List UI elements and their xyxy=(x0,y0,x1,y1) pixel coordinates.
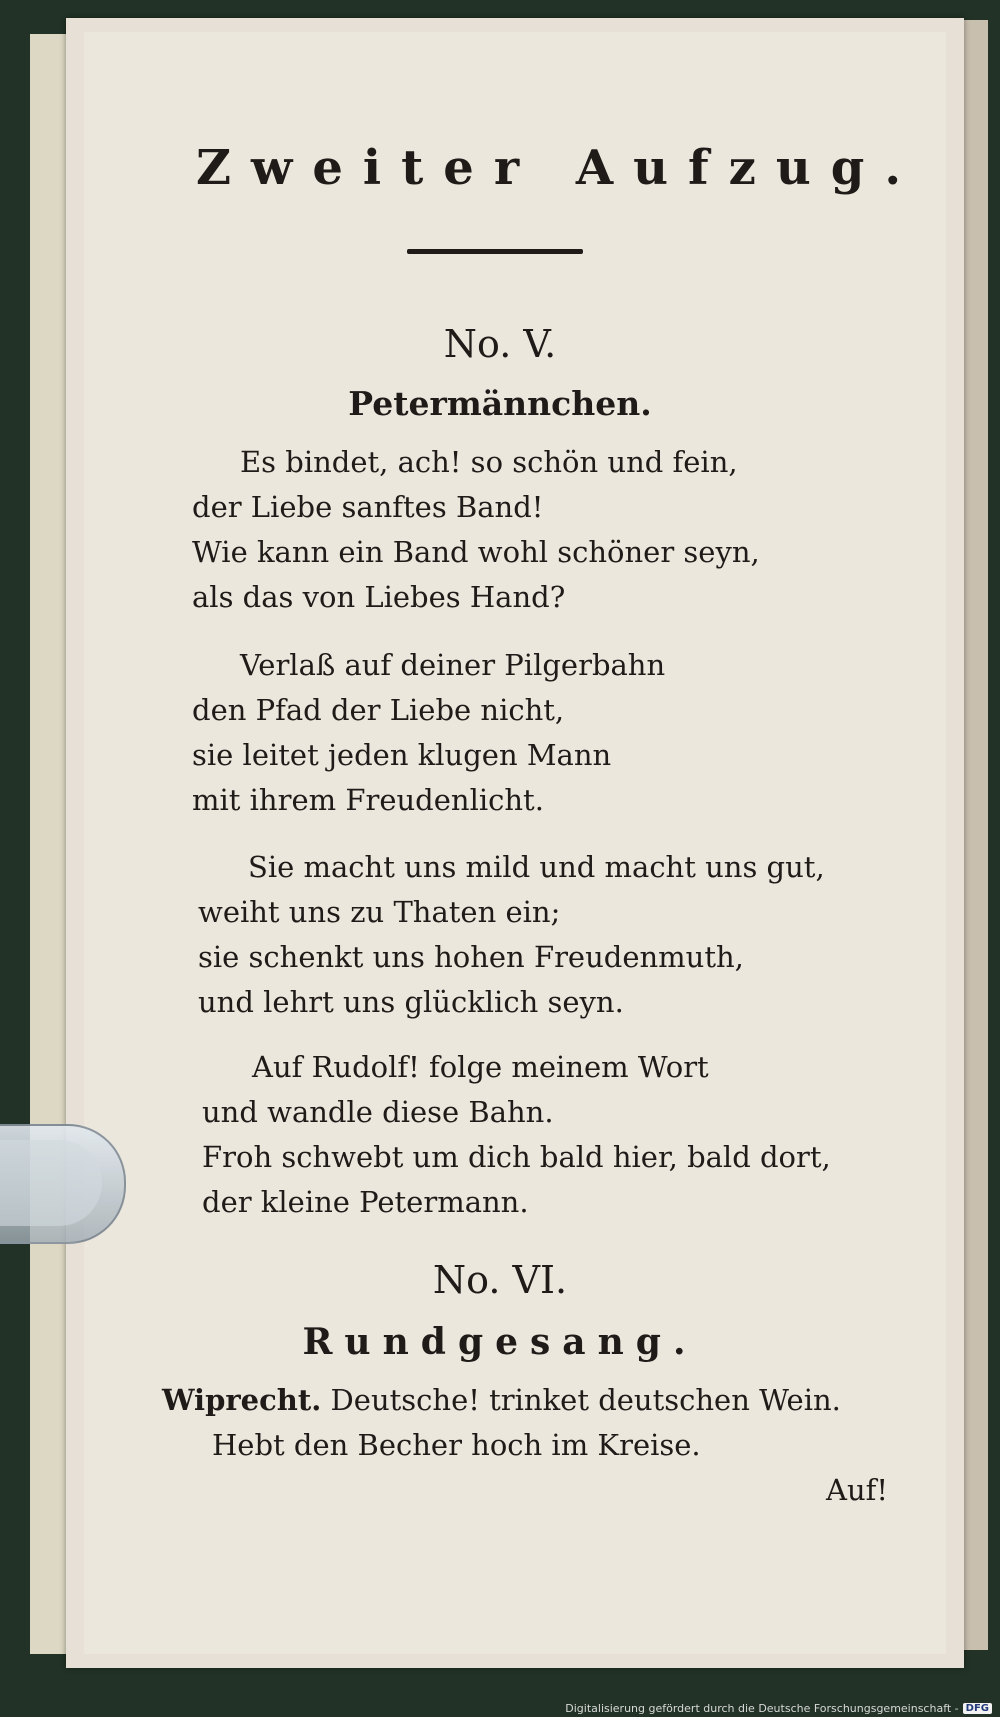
dfg-logo: DFG xyxy=(963,1703,992,1714)
act-title: Zweiter Aufzug. xyxy=(196,140,922,196)
page-clip xyxy=(0,1124,126,1244)
credit-text: Digitalisierung gefördert durch die Deutsche Forschungsgemeinschaft - xyxy=(565,1702,959,1715)
verse-line: der Liebe sanftes Band! xyxy=(192,490,544,524)
song-number-5: No. V. xyxy=(443,322,557,366)
verse-line: Es bindet, ach! so schön und fein, xyxy=(240,445,738,479)
verse-line: und lehrt uns glücklich seyn. xyxy=(198,985,624,1019)
next-page-edge xyxy=(964,20,988,1650)
verse-line: den Pfad der Liebe nicht, xyxy=(192,693,565,727)
digitization-credit xyxy=(565,1702,992,1715)
verse-line: der kleine Petermann. xyxy=(202,1185,529,1219)
catchword: Auf! xyxy=(826,1473,889,1507)
verse-line: Froh schwebt um dich bald hier, bald dort, xyxy=(202,1140,831,1174)
speaker-name: Wiprecht. xyxy=(162,1383,322,1417)
song-title-rundgesang: Rundgesang. xyxy=(302,1321,698,1363)
verse-line: weiht uns zu Thaten ein; xyxy=(198,895,561,929)
verse-line: und wandle diese Bahn. xyxy=(202,1095,554,1129)
page-clip-highlight xyxy=(0,1140,102,1226)
verse-line: Hebt den Becher hoch im Kreise. xyxy=(212,1428,701,1462)
verse-line: Sie macht uns mild und macht uns gut, xyxy=(248,850,825,884)
verse-line: sie leitet jeden klugen Mann xyxy=(192,738,612,772)
verse-line: mit ihrem Freudenlicht. xyxy=(192,783,544,817)
verse-line: Auf Rudolf! folge meinem Wort xyxy=(252,1050,709,1084)
verse-line: Wie kann ein Band wohl schöner seyn, xyxy=(192,535,760,569)
verse-line: Verlaß auf deiner Pilgerbahn xyxy=(240,648,666,682)
verse-line: sie schenkt uns hohen Freudenmuth, xyxy=(198,940,744,974)
song-title-petermaennchen: Petermännchen. xyxy=(348,384,652,423)
title-rule xyxy=(407,249,583,254)
verse-line: Deutsche! trinket deutschen Wein. xyxy=(330,1383,841,1417)
verse-line: als das von Liebes Hand? xyxy=(192,580,566,614)
song-number-6: No. VI. xyxy=(432,1258,568,1302)
speaker-line xyxy=(162,1378,841,1423)
